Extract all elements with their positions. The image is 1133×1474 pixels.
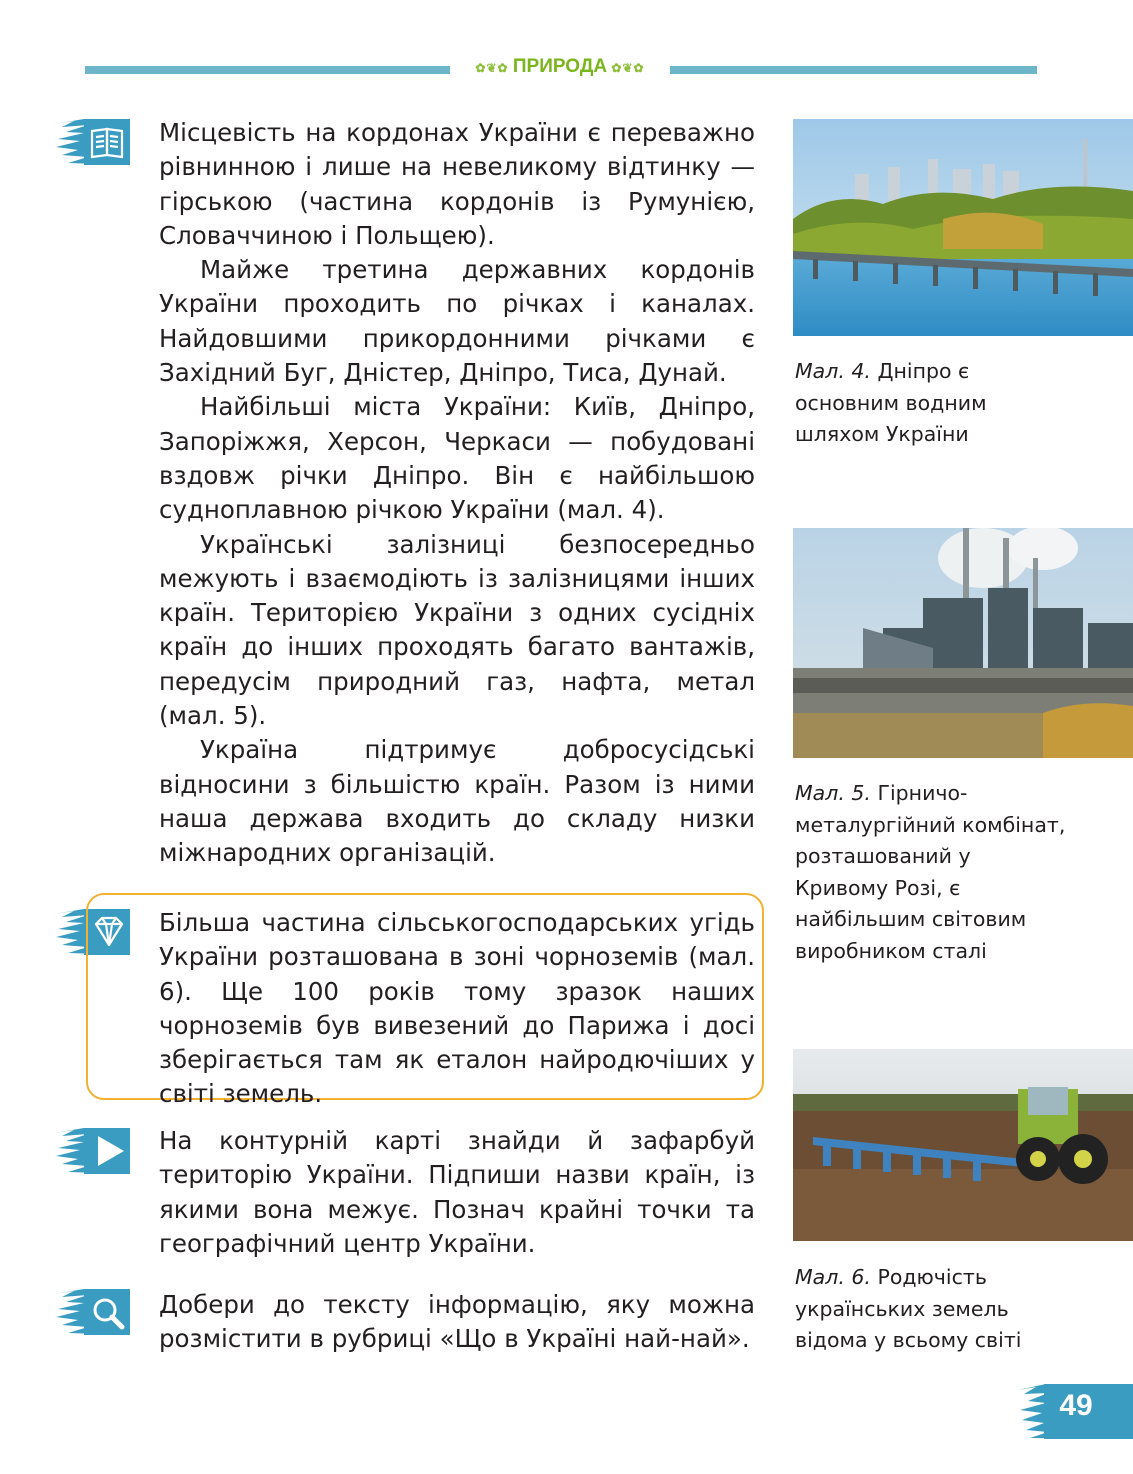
task-map-text: На контурній карті знайди й зафарбуй територію України. Підпиши назви країн, із якими вона межує. Познач крайні точки та географічний центр України. (159, 1126, 755, 1258)
caption-fig5-text: Гірничо-металургійний комбінат, розташований у Кривому Розі, є найбільшим світовим виробником сталі (795, 781, 1066, 963)
task-search (159, 1288, 755, 1357)
fact-text (159, 906, 755, 1112)
paragraph-railways: Українські залізниці безпосередньо межують і взаємодіють із залізницями інших країн. Територією України з одних сусідніх країн до інших проходять багато вантажів, передусім природний газ, нафта, метал (мал. 5). (159, 529, 755, 731)
paragraph-cities: Найбільші міста України: Київ, Дніпро, Запоріжжя, Херсон, Черкаси — побудовані вздовж річки Дніпро. Він є найбільшою судноплавною річкою України (мал. 4). (159, 392, 755, 525)
photo-tractor-field (793, 1049, 1133, 1241)
header-rule-left (85, 66, 465, 74)
paragraph-rivers: Майже третина державних кордонів України проходить по річках і каналах. Найдовшими прикордонними річками є Західний Буг, Дністер, Дніпро, Тиса, Дунай. (159, 255, 755, 388)
caption-fig6-text: Родючість українських земель відома у всьому світі (795, 1265, 1022, 1352)
paragraph-relations: Україна підтримує добросусідські відносини з більшістю країн. Разом із ними наша держава входить до складу низки міжнародних організацій. (159, 735, 755, 868)
search-rubric-tab (54, 1289, 130, 1335)
photo-steel-plant (793, 528, 1133, 758)
book-rubric-tab (54, 119, 130, 165)
caption-fig4 (795, 356, 1010, 451)
ornament-leaves-icon: ✿❦✿ (607, 61, 645, 75)
caption-fig4-text: Дніпро є основним водним шляхом України (795, 359, 987, 446)
caption-fig6-label: Мал. 6. (795, 1265, 871, 1289)
caption-fig6 (795, 1262, 1035, 1357)
caption-fig5 (795, 778, 1070, 967)
caption-fig4-label: Мал. 4. (795, 359, 871, 383)
main-text (159, 116, 755, 871)
task-map (159, 1124, 755, 1261)
photo-dnipro-bridge (793, 119, 1133, 336)
page-number: 49 (1059, 1389, 1093, 1422)
paragraph-borders: Місцевість на кордонах України є переважно рівнинною і лише на невеликому відтинку — гірською (частина кордонів із Румунією, Словаччиною і Польщею). (159, 118, 755, 250)
task-search-text: Добери до тексту інформацію, яку можна розмістити в рубриці «Що в Україні най-най». (159, 1290, 755, 1354)
task-rubric-tab (54, 1128, 130, 1174)
header-rule-right (655, 66, 1037, 74)
caption-fig5-label: Мал. 5. (795, 781, 871, 805)
section-title: ПРИРОДА (512, 56, 608, 77)
ornament-leaves-icon: ✿❦✿ (475, 61, 513, 75)
section-header (450, 56, 670, 78)
fact-paragraph: Більша частина сільськогосподарських угідь України розташована в зоні чорноземів (мал. 6). Ще 100 років тому зразок наших чорноземів був вивезений до Парижа і досі зберігається там як еталон найродючіших у світі земель. (159, 908, 755, 1109)
